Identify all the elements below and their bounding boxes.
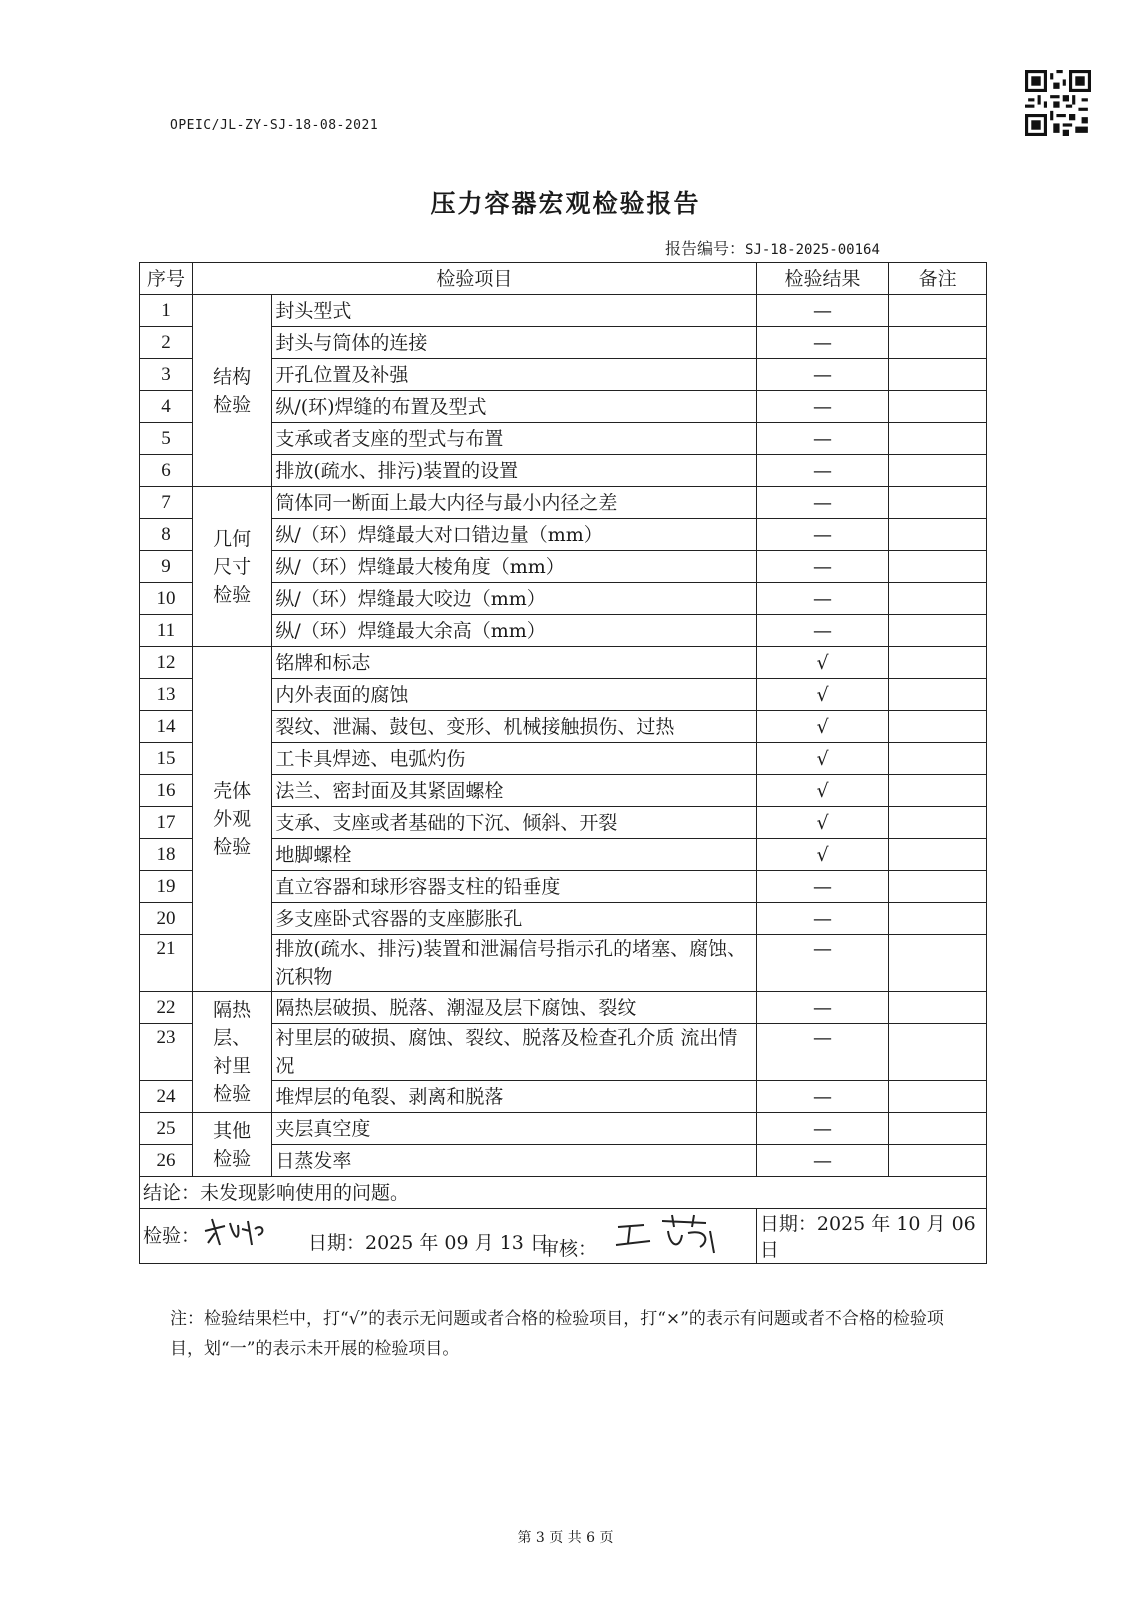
signature-row	[140, 1209, 987, 1264]
result-mark: √	[756, 743, 888, 775]
result-mark: √	[756, 807, 888, 839]
report-number-label: 报告编号：	[665, 239, 746, 258]
result-mark: —	[756, 583, 888, 615]
conclusion-row	[140, 1177, 987, 1209]
remark-cell	[889, 551, 987, 583]
remark-cell	[889, 359, 987, 391]
result-mark: —	[756, 295, 888, 327]
inspection-item: 开孔位置及补强	[272, 359, 757, 391]
result-mark: —	[756, 935, 888, 992]
row-number: 11	[140, 615, 193, 647]
report-number	[665, 236, 880, 259]
row-number: 3	[140, 359, 193, 391]
row-number: 8	[140, 519, 193, 551]
inspection-item: 纵/（环）焊缝最大余高（mm）	[272, 615, 757, 647]
group-shell: 壳体外观检验	[192, 647, 271, 992]
inspection-item: 直立容器和球形容器支柱的铅垂度	[272, 871, 757, 903]
remark-cell	[889, 1081, 987, 1113]
inspection-item: 隔热层破损、脱落、潮湿及层下腐蚀、裂纹	[272, 992, 757, 1024]
inspection-item: 排放(疏水、排污)装置和泄漏信号指示孔的堵塞、腐蚀、沉积物	[272, 935, 757, 992]
row-number: 17	[140, 807, 193, 839]
result-mark: —	[756, 423, 888, 455]
inspection-item: 日蒸发率	[272, 1145, 757, 1177]
result-mark: —	[756, 992, 888, 1024]
row-number: 26	[140, 1145, 193, 1177]
result-mark: —	[756, 551, 888, 583]
row-number: 9	[140, 551, 193, 583]
inspection-item: 多支座卧式容器的支座膨胀孔	[272, 903, 757, 935]
result-mark: —	[756, 615, 888, 647]
remark-cell	[889, 679, 987, 711]
inspection-item: 裂纹、泄漏、鼓包、变形、机械接触损伤、过热	[272, 711, 757, 743]
row-number: 23	[140, 1024, 193, 1081]
header-result: 检验结果	[756, 263, 888, 295]
row-number: 24	[140, 1081, 193, 1113]
inspection-item: 衬里层的破损、腐蚀、裂纹、脱落及检查孔介质 流出情况	[272, 1024, 757, 1081]
group-geometry: 几何尺寸检验	[192, 487, 271, 647]
remark-cell	[889, 839, 987, 871]
remark-cell	[889, 327, 987, 359]
inspection-item: 纵/（环）焊缝最大咬边（mm）	[272, 583, 757, 615]
result-mark: —	[756, 1113, 888, 1145]
remark-cell	[889, 647, 987, 679]
result-mark: √	[756, 679, 888, 711]
remark-cell	[889, 871, 987, 903]
page-footer: 第 3 页 共 6 页	[517, 1530, 614, 1546]
remark-cell	[889, 1113, 987, 1145]
result-mark: √	[756, 647, 888, 679]
table-row	[140, 992, 987, 1024]
inspection-table	[139, 262, 987, 1264]
result-mark: √	[756, 839, 888, 871]
row-number: 19	[140, 871, 193, 903]
inspect-date: 日期：2025 年 09 月 13 日	[308, 1232, 549, 1254]
remark-cell	[889, 807, 987, 839]
row-number: 25	[140, 1113, 193, 1145]
result-mark: —	[756, 1024, 888, 1081]
header-remark: 备注	[889, 263, 987, 295]
remark-cell	[889, 615, 987, 647]
inspection-item: 支承或者支座的型式与布置	[272, 423, 757, 455]
row-number: 22	[140, 992, 193, 1024]
group-structure: 结构检验	[192, 295, 271, 487]
result-mark: √	[756, 711, 888, 743]
table-header-row	[140, 263, 987, 295]
inspection-item: 筒体同一断面上最大内径与最小内径之差	[272, 487, 757, 519]
remark-cell	[889, 935, 987, 992]
row-number: 13	[140, 679, 193, 711]
inspection-item: 堆焊层的龟裂、剥离和脱落	[272, 1081, 757, 1113]
row-number: 6	[140, 455, 193, 487]
reviewer-signature-icon	[610, 1211, 720, 1255]
result-mark: —	[756, 455, 888, 487]
remark-cell	[889, 295, 987, 327]
inspector-label: 检验：	[143, 1225, 201, 1247]
row-number: 18	[140, 839, 193, 871]
result-mark: —	[756, 359, 888, 391]
row-number: 16	[140, 775, 193, 807]
result-mark: √	[756, 775, 888, 807]
result-mark: —	[756, 327, 888, 359]
remark-cell	[889, 992, 987, 1024]
inspection-item: 纵/（环）焊缝最大对口错边量（mm）	[272, 519, 757, 551]
inspector-cell	[140, 1209, 757, 1264]
result-mark: —	[756, 519, 888, 551]
review-date-cell: 日期：2025 年 10 月 06 日	[756, 1209, 986, 1264]
header-seq: 序号	[140, 263, 193, 295]
table-row	[140, 295, 987, 327]
inspection-item: 法兰、密封面及其紧固螺栓	[272, 775, 757, 807]
inspection-item: 工卡具焊迹、电弧灼伤	[272, 743, 757, 775]
header-item: 检验项目	[192, 263, 756, 295]
inspection-item: 封头型式	[272, 295, 757, 327]
remark-cell	[889, 487, 987, 519]
footnote: 注：检验结果栏中，打“√”的表示无问题或者合格的检验项目，打“×”的表示有问题或者不合格的检验项目，划“一”的表示未开展的检验项目。	[170, 1309, 944, 1359]
inspection-item: 夹层真空度	[272, 1113, 757, 1145]
document-code: OPEIC/JL-ZY-SJ-18-08-2021	[170, 118, 379, 133]
inspection-item: 封头与筒体的连接	[272, 327, 757, 359]
row-number: 7	[140, 487, 193, 519]
row-number: 1	[140, 295, 193, 327]
inspector-signature-icon	[200, 1211, 270, 1251]
inspection-item: 内外表面的腐蚀	[272, 679, 757, 711]
inspection-item: 铭牌和标志	[272, 647, 757, 679]
remark-cell	[889, 455, 987, 487]
remark-cell	[889, 519, 987, 551]
report-number-value: SJ-18-2025-00164	[745, 242, 880, 258]
result-mark: —	[756, 391, 888, 423]
remark-cell	[889, 711, 987, 743]
report-title: 压力容器宏观检验报告	[430, 189, 701, 218]
qr-code-icon	[1025, 70, 1091, 136]
review-label: 审核：	[540, 1238, 598, 1260]
remark-cell	[889, 423, 987, 455]
group-other: 其他检验	[192, 1113, 271, 1177]
inspection-item: 地脚螺栓	[272, 839, 757, 871]
row-number: 14	[140, 711, 193, 743]
row-number: 2	[140, 327, 193, 359]
row-number: 21	[140, 935, 193, 992]
row-number: 10	[140, 583, 193, 615]
table-row	[140, 647, 987, 679]
remark-cell	[889, 903, 987, 935]
row-number: 4	[140, 391, 193, 423]
result-mark: —	[756, 1145, 888, 1177]
conclusion: 结论：未发现影响使用的问题。	[140, 1177, 987, 1209]
inspection-item: 支承、支座或者基础的下沉、倾斜、开裂	[272, 807, 757, 839]
row-number: 15	[140, 743, 193, 775]
remark-cell	[889, 391, 987, 423]
remark-cell	[889, 775, 987, 807]
result-mark: —	[756, 871, 888, 903]
table-row	[140, 1113, 987, 1145]
result-mark: —	[756, 1081, 888, 1113]
inspection-item: 纵/（环）焊缝最大棱角度（mm）	[272, 551, 757, 583]
inspection-item: 纵/(环)焊缝的布置及型式	[272, 391, 757, 423]
result-mark: —	[756, 903, 888, 935]
result-mark: —	[756, 487, 888, 519]
remark-cell	[889, 583, 987, 615]
row-number: 5	[140, 423, 193, 455]
remark-cell	[889, 1145, 987, 1177]
remark-cell	[889, 743, 987, 775]
inspection-item: 排放(疏水、排污)装置的设置	[272, 455, 757, 487]
row-number: 12	[140, 647, 193, 679]
row-number: 20	[140, 903, 193, 935]
remark-cell	[889, 1024, 987, 1081]
table-row	[140, 487, 987, 519]
group-insulation: 隔热层、衬里检验	[192, 992, 271, 1113]
